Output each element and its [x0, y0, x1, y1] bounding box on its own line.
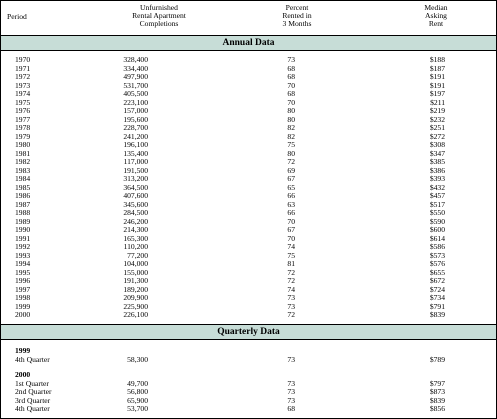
percent-cell: 70	[287, 233, 295, 243]
table-row	[1, 158, 496, 167]
year-label: 2000	[15, 370, 31, 379]
percent-cell: 68	[287, 404, 295, 413]
completions-cell: 497,900	[123, 72, 148, 81]
period-cell: 1995	[15, 267, 31, 277]
completions-cell: 65,900	[127, 395, 148, 405]
period-cell: 1991	[15, 233, 31, 243]
period-cell: 1971	[15, 63, 31, 73]
table-row	[1, 277, 496, 286]
rent-cell: $873	[429, 387, 445, 396]
period-cell: 1996	[15, 276, 31, 285]
period-cell: 1975	[15, 97, 31, 107]
table-row	[1, 175, 496, 184]
table-row	[1, 124, 496, 133]
percent-cell: 66	[287, 208, 295, 217]
rent-cell: $432	[429, 182, 445, 192]
rent-cell: $734	[429, 293, 445, 302]
table-row	[1, 226, 496, 235]
table-row	[1, 73, 496, 82]
table-row	[1, 99, 496, 108]
table-row	[1, 150, 496, 159]
period-cell: 1985	[15, 182, 31, 192]
percent-cell: 70	[287, 97, 295, 107]
table-row	[1, 192, 496, 201]
period-cell: 1973	[15, 80, 31, 90]
completions-cell: 155,000	[123, 267, 148, 277]
period-cell: 2000	[15, 310, 31, 319]
completions-cell: 209,900	[123, 293, 148, 302]
rent-cell: $393	[429, 174, 445, 183]
table-row	[1, 356, 496, 365]
period-cell: 1976	[15, 106, 31, 115]
period-cell: 2nd Quarter	[15, 387, 52, 396]
rent-cell: $232	[429, 114, 445, 124]
percent-cell: 74	[287, 242, 295, 251]
rent-cell: $457	[429, 191, 445, 200]
completions-cell: 405,500	[123, 89, 148, 98]
table-header	[1, 1, 496, 35]
completions-cell: 531,700	[123, 80, 148, 90]
rent-cell: $789	[429, 354, 445, 364]
section-annual-data: Annual Data	[1, 35, 496, 51]
rent-cell: $385	[429, 157, 445, 166]
percent-cell: 80	[287, 106, 295, 115]
table-row	[1, 209, 496, 218]
percent-cell: 68	[287, 63, 295, 73]
rent-cell: $576	[429, 259, 445, 268]
completions-cell: 58,300	[127, 354, 148, 364]
period-cell: 1986	[15, 191, 31, 200]
rent-cell: $191	[429, 80, 445, 90]
rent-cell: $586	[429, 242, 445, 251]
period-cell: 1977	[15, 114, 31, 124]
percent-cell: 73	[287, 55, 295, 64]
period-cell: 1997	[15, 284, 31, 294]
completions-cell: 246,200	[123, 216, 148, 226]
header-rent-line: Rent	[428, 19, 444, 29]
annual-rows	[1, 56, 496, 320]
table-row	[1, 303, 496, 312]
completions-cell: 104,000	[123, 259, 148, 268]
table-row	[1, 260, 496, 269]
header-rent-line: Median	[424, 3, 448, 12]
completions-cell: 407,600	[123, 191, 148, 200]
percent-cell: 80	[287, 114, 295, 124]
completions-cell: 195,600	[123, 114, 148, 124]
header-completions-line: Unfurnished	[140, 3, 178, 12]
completions-cell: 214,300	[123, 225, 148, 234]
period-cell: 1999	[15, 301, 31, 311]
completions-cell: 241,200	[123, 131, 148, 141]
table-row	[1, 388, 496, 397]
percent-cell: 67	[287, 174, 295, 183]
header-percent-line: 3 Months	[282, 19, 312, 29]
rent-cell: $839	[429, 310, 445, 319]
year-label: 1999	[15, 346, 31, 355]
period-cell: 1974	[15, 89, 31, 98]
percent-cell: 65	[287, 182, 295, 192]
header-rent-line: Asking	[425, 11, 447, 21]
table-row	[1, 294, 496, 303]
header-completions	[103, 4, 215, 29]
table-row	[1, 218, 496, 227]
completions-cell: 165,300	[123, 233, 148, 243]
period-cell: 1978	[15, 123, 31, 132]
header-percent-line: Rented in	[282, 11, 312, 21]
rent-cell: $272	[429, 131, 445, 141]
percent-cell: 67	[287, 225, 295, 234]
completions-cell: 189,200	[123, 284, 148, 294]
header-period: Period	[7, 12, 27, 21]
period-cell: 4th Quarter	[15, 404, 50, 413]
period-cell: 1998	[15, 293, 31, 302]
completions-cell: 364,500	[123, 182, 148, 192]
table-row	[1, 380, 496, 389]
table-row	[1, 184, 496, 193]
rent-cell: $251	[429, 123, 445, 132]
rent-cell: $791	[429, 301, 445, 311]
percent-cell: 72	[287, 267, 295, 277]
period-cell: 1st Quarter	[15, 378, 49, 388]
period-cell: 1979	[15, 131, 31, 141]
period-cell: 1972	[15, 72, 31, 81]
completions-cell: 110,200	[123, 242, 148, 251]
rent-cell: $197	[429, 89, 445, 98]
period-cell: 3rd Quarter	[15, 395, 51, 405]
quarterly-rows	[1, 347, 496, 414]
rent-cell: $188	[429, 55, 445, 64]
period-cell: 1989	[15, 216, 31, 226]
section-quarterly-data: Quarterly Data	[1, 324, 496, 340]
table-row	[1, 201, 496, 210]
table-row	[1, 269, 496, 278]
percent-cell: 69	[287, 165, 295, 175]
percent-cell: 72	[287, 276, 295, 285]
header-completions-line: Rental Apartment	[132, 11, 186, 21]
percent-cell: 72	[287, 310, 295, 319]
period-cell: 1993	[15, 250, 31, 260]
percent-cell: 72	[287, 157, 295, 166]
percent-cell: 75	[287, 250, 295, 260]
percent-cell: 73	[287, 354, 295, 364]
percent-cell: 81	[287, 259, 295, 268]
table-row	[1, 286, 496, 295]
rent-cell: $797	[429, 378, 445, 388]
completions-cell: 334,400	[123, 63, 148, 73]
period-cell: 1982	[15, 157, 31, 166]
rent-cell: $655	[429, 267, 445, 277]
percent-cell: 82	[287, 123, 295, 132]
rent-cell: $856	[429, 404, 445, 413]
rent-cell: $219	[429, 106, 445, 115]
completions-cell: 53,700	[127, 404, 148, 413]
quarter-rows-1999	[1, 356, 496, 365]
rent-cell: $724	[429, 284, 445, 294]
header-percent-line: Percent	[285, 3, 309, 12]
rent-cell: $600	[429, 225, 445, 234]
percent-cell: 70	[287, 80, 295, 90]
table-row	[1, 252, 496, 261]
table-row	[1, 116, 496, 125]
completions-cell: 228,700	[123, 123, 148, 132]
rent-cell: $614	[429, 233, 445, 243]
table-row	[1, 167, 496, 176]
table-row	[1, 90, 496, 99]
rent-cell: $386	[429, 165, 445, 175]
percent-cell: 80	[287, 148, 295, 158]
rent-cell: $347	[429, 148, 445, 158]
table-row	[1, 65, 496, 74]
completions-cell: 345,600	[123, 199, 148, 209]
percent-cell: 68	[287, 89, 295, 98]
header-completions-line: Completions	[139, 19, 179, 29]
completions-cell: 117,000	[123, 157, 148, 166]
period-cell: 1983	[15, 165, 31, 175]
quarter-rows-2000	[1, 380, 496, 414]
percent-cell: 73	[287, 293, 295, 302]
period-cell: 1988	[15, 208, 31, 217]
percent-cell: 73	[287, 387, 295, 396]
rent-cell: $839	[429, 395, 445, 405]
completions-cell: 225,900	[123, 301, 148, 311]
rent-cell: $590	[429, 216, 445, 226]
table-row	[1, 133, 496, 142]
table-row	[1, 405, 496, 414]
header-rent	[411, 4, 461, 29]
period-cell: 1980	[15, 140, 31, 149]
period-cell: 1981	[15, 148, 31, 158]
completions-cell: 56,800	[127, 387, 148, 396]
table-row	[1, 311, 496, 320]
completions-cell: 135,400	[123, 148, 148, 158]
period-cell: 1990	[15, 225, 31, 234]
table-row	[1, 397, 496, 406]
table-row	[1, 107, 496, 116]
period-cell: 1992	[15, 242, 31, 251]
percent-cell: 68	[287, 72, 295, 81]
rent-cell: $308	[429, 140, 445, 149]
completions-cell: 157,000	[123, 106, 148, 115]
rent-cell: $672	[429, 276, 445, 285]
percent-cell: 73	[287, 395, 295, 405]
completions-cell: 328,400	[123, 55, 148, 64]
percent-cell: 82	[287, 131, 295, 141]
percent-cell: 63	[287, 199, 295, 209]
completions-cell: 49,700	[127, 378, 148, 388]
table-row	[1, 56, 496, 65]
completions-cell: 191,500	[123, 165, 148, 175]
period-cell: 4th Quarter	[15, 354, 50, 364]
completions-cell: 226,100	[123, 310, 148, 319]
rent-cell: $517	[429, 199, 445, 209]
year-heading-1999	[1, 347, 496, 356]
table-row	[1, 141, 496, 150]
percent-cell: 73	[287, 301, 295, 311]
completions-cell: 313,200	[123, 174, 148, 183]
percent-cell: 74	[287, 284, 295, 294]
table-row	[1, 82, 496, 91]
period-cell: 1994	[15, 259, 31, 268]
rent-cell: $187	[429, 63, 445, 73]
completions-cell: 196,100	[123, 140, 148, 149]
rent-cell: $573	[429, 250, 445, 260]
rent-cell: $550	[429, 208, 445, 217]
rent-cell: $191	[429, 72, 445, 81]
percent-cell: 75	[287, 140, 295, 149]
rent-cell: $211	[430, 97, 445, 107]
completions-cell: 77,200	[127, 250, 148, 260]
completions-cell: 223,100	[123, 97, 148, 107]
completions-cell: 284,500	[123, 208, 148, 217]
percent-cell: 70	[287, 216, 295, 226]
completions-cell: 191,300	[123, 276, 148, 285]
table-row	[1, 235, 496, 244]
table-row	[1, 243, 496, 252]
period-cell: 1987	[15, 199, 31, 209]
period-cell: 1970	[15, 55, 31, 64]
period-cell: 1984	[15, 174, 31, 183]
year-heading-2000	[1, 371, 496, 380]
percent-cell: 73	[287, 378, 295, 388]
header-percent	[262, 4, 332, 29]
percent-cell: 66	[287, 191, 295, 200]
